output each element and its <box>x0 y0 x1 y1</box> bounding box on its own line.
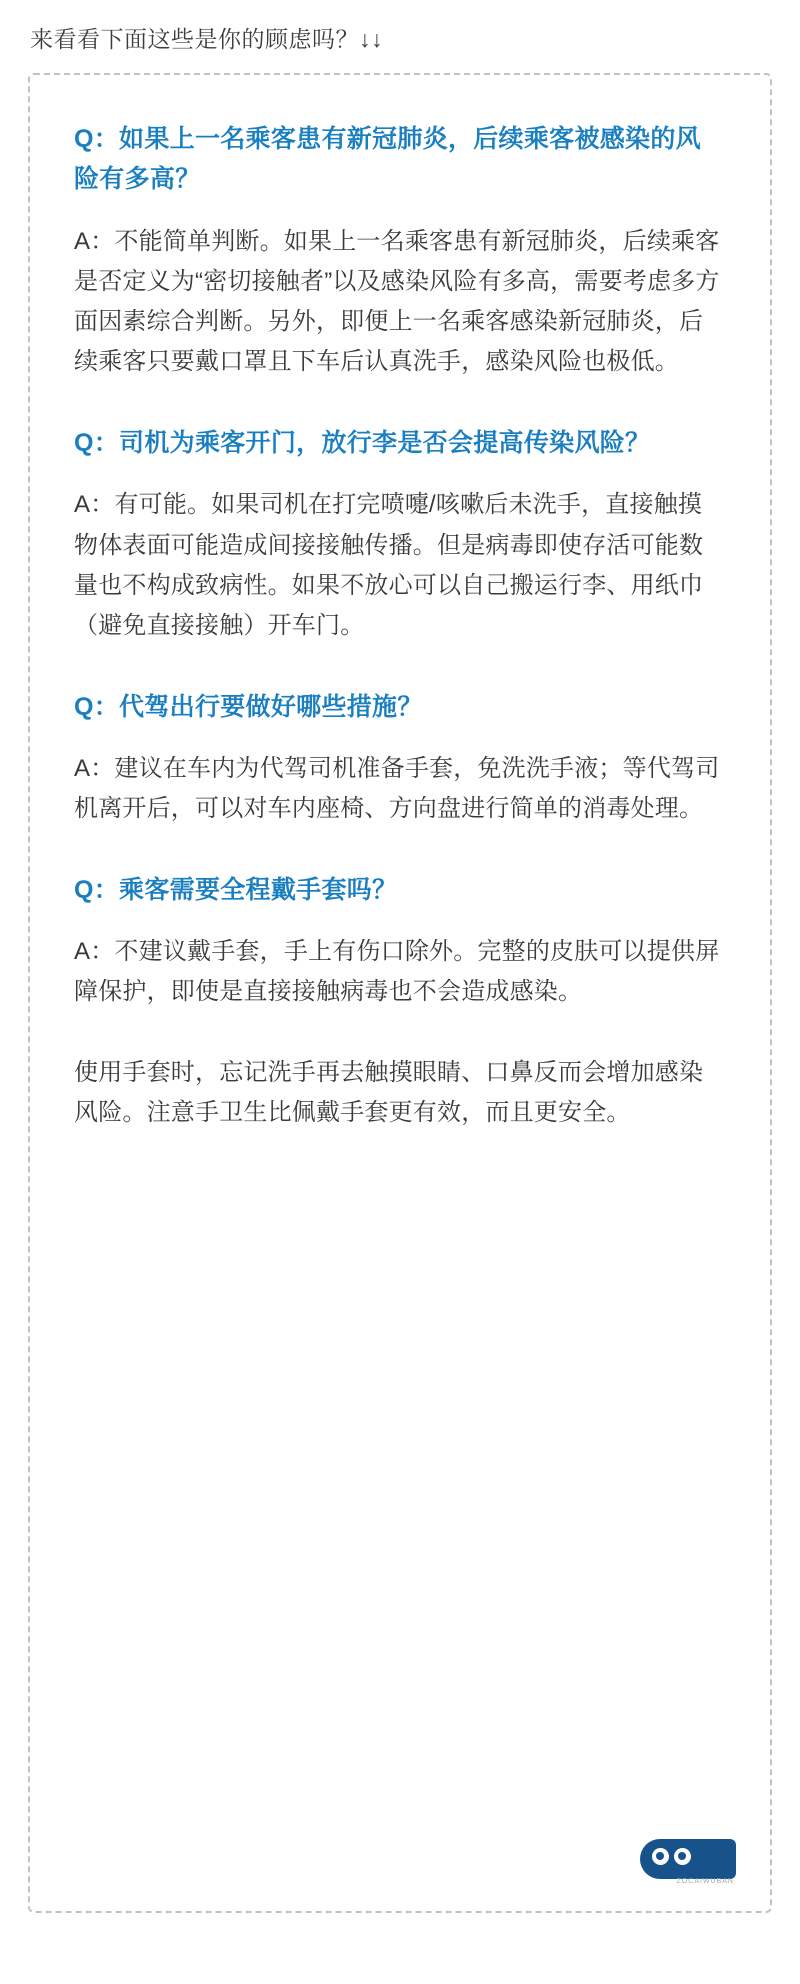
question-2 <box>74 423 726 464</box>
question-4 <box>74 870 726 911</box>
answer-4 <box>74 932 726 1013</box>
question-3 <box>74 687 726 728</box>
question-text: 代驾出行要做好哪些措施？ <box>119 692 423 721</box>
question-1 <box>74 119 726 200</box>
intro-text: 来看看下面这些是你的顾虑吗？↓↓ <box>30 26 383 52</box>
question-label: Q： <box>74 124 120 153</box>
question-label: Q： <box>74 692 120 721</box>
answer-label: A： <box>74 755 115 782</box>
question-label: Q： <box>74 875 120 904</box>
qa-block <box>74 687 726 830</box>
question-text: 乘客需要全程戴手套吗？ <box>119 875 398 904</box>
question-label: Q： <box>74 428 120 457</box>
answer-label: A： <box>74 227 115 255</box>
panda-pupil-right-icon <box>678 1852 686 1860</box>
panda-pupil-left-icon <box>656 1852 664 1860</box>
answer-label: A： <box>74 938 115 966</box>
answer-3 <box>74 749 726 830</box>
qa-block <box>74 119 726 383</box>
answer-text: 有可能。如果司机在打完喷嚏/咳嗽后未洗手，直接触摸物体表面可能造成间接接触传播。但是病毒即使存活可能数量也不构成致病性。如果不放心可以自己搬运行李、用纸巾（避免直接接触）开车门。 <box>74 491 704 640</box>
answer-1 <box>74 222 726 383</box>
answer-2 <box>74 485 726 646</box>
qa-block <box>74 870 726 1134</box>
qa-card <box>28 73 772 1913</box>
qa-block <box>74 423 726 647</box>
panda-icon <box>640 1839 736 1879</box>
answer-text: 不建议戴手套，手上有伤口除外。完整的皮肤可以提供屏障保护，即使是直接接触病毒也不会造成感染。 <box>74 938 720 1006</box>
logo-caption: ZOCAIWUBAN <box>676 1877 734 1885</box>
answer-text: 建议在车内为代驾司机准备手套，免洗洗手液；等代驾司机离开后，可以对车内座椅、方向盘进行简单的消毒处理。 <box>74 755 720 823</box>
question-text: 如果上一名乘客患有新冠肺炎，后续乘客被感染的风险有多高？ <box>74 124 701 193</box>
answer-text: 不能简单判断。如果上一名乘客患有新冠肺炎，后续乘客是否定义为“密切接触者”以及感染风险有多高，需要考虑多方面因素综合判断。另外，即便上一名乘客感染新冠肺炎，后续乘客只要戴口罩且下车后认真洗手，感染风险也极低。 <box>74 227 720 376</box>
publisher-logo <box>640 1839 736 1885</box>
answer-label: A： <box>74 491 115 519</box>
answer-4-extra: 使用手套时，忘记洗手再去触摸眼睛、口鼻反而会增加感染风险。注意手卫生比佩戴手套更有效，而且更安全。 <box>74 1058 704 1127</box>
question-text: 司机为乘客开门，放行李是否会提高传染风险？ <box>119 428 651 457</box>
